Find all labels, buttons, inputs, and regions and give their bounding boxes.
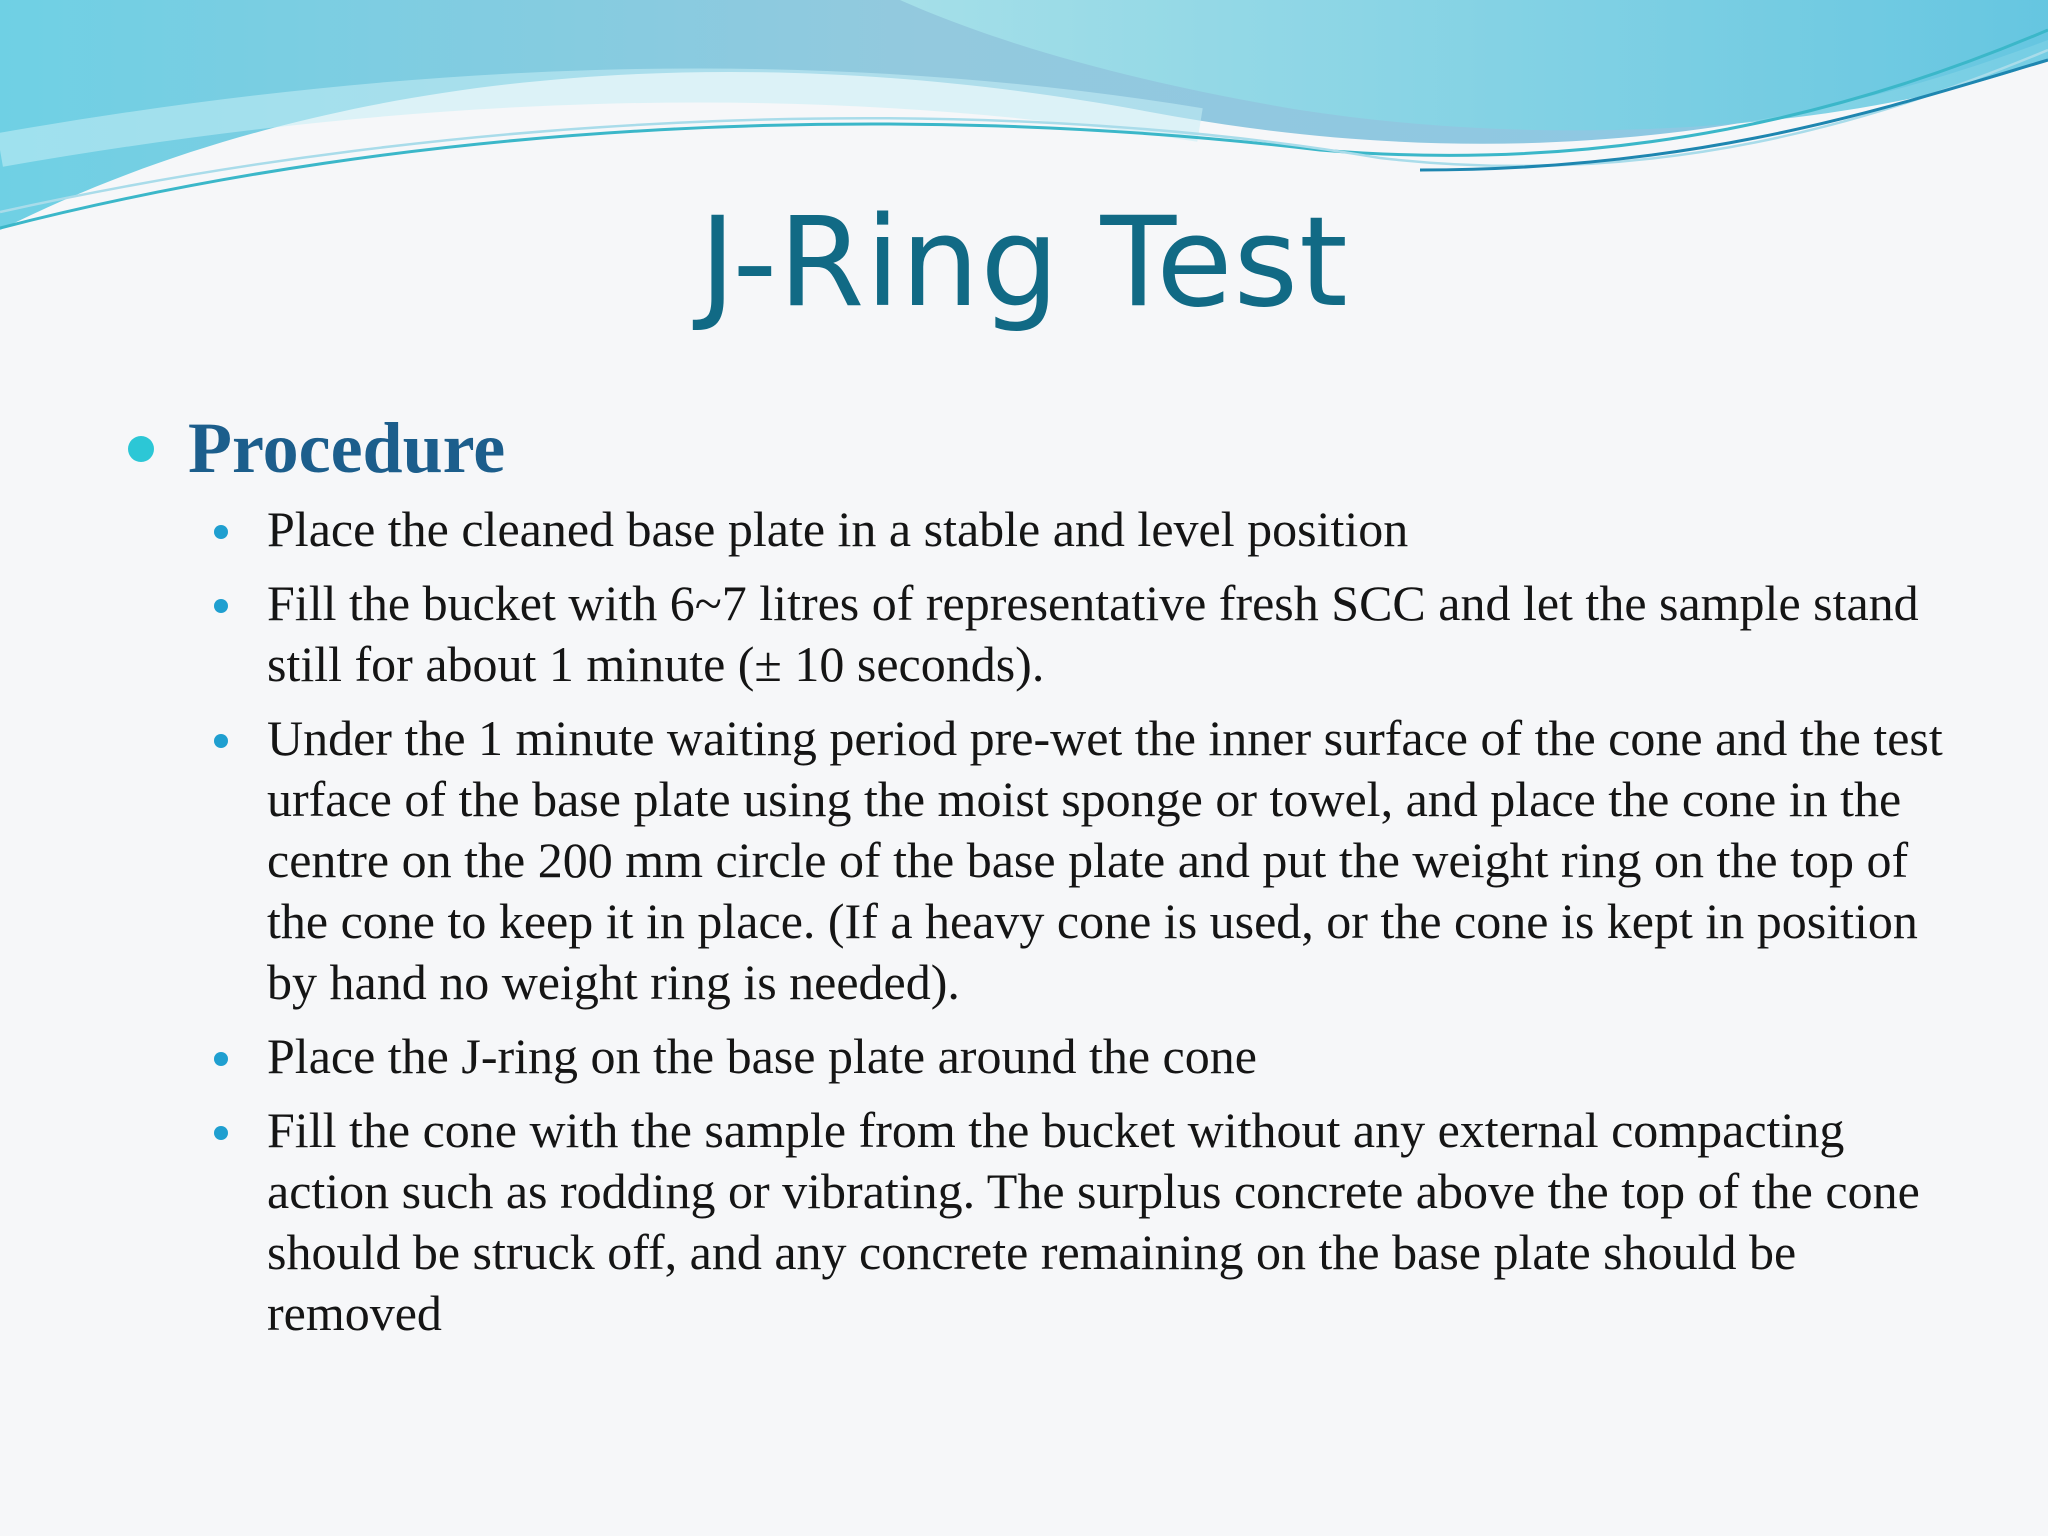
list-item (267, 1026, 1968, 1087)
list-item (267, 1100, 1968, 1344)
bullet-icon (214, 1052, 228, 1066)
slide-content (128, 405, 1968, 1357)
procedure-heading-text: Procedure (188, 408, 506, 488)
list-item (267, 499, 1968, 560)
bullet-icon (214, 599, 228, 613)
list-item (267, 708, 1968, 1013)
bullet-icon (214, 734, 228, 748)
heading-bullet-icon (128, 436, 154, 462)
list-item-text: Place the cleaned base plate in a stable and level position (267, 501, 1409, 557)
procedure-list (128, 499, 1968, 1344)
bullet-icon (214, 525, 228, 539)
list-item-text: Fill the cone with the sample from the bucket without any external compacting action such as rodding or vibrating. The surplus concrete above the top of the cone should be struck off, and any concrete remaining on the base plate should be removed (267, 1102, 1920, 1341)
list-item-text: Place the J-ring on the base plate around the cone (267, 1028, 1257, 1084)
list-item (267, 573, 1968, 695)
bullet-icon (214, 1126, 228, 1140)
list-item-text: Fill the bucket with 6~7 litres of representative fresh SCC and let the sample stand still for about 1 minute (± 10 seconds). (267, 575, 1919, 692)
procedure-heading (128, 405, 1968, 491)
list-item-text: Under the 1 minute waiting period pre-wet the inner surface of the cone and the test urface of the base plate using the moist sponge or towel, and place the cone in the centre on the 200 mm circle of the base plate and put the weight ring on the top of the cone to keep it in place. (If a heavy cone is used, or the cone is kept in position by hand no weight ring is needed). (267, 710, 1943, 1010)
slide-title: J-Ring Test (699, 191, 1349, 335)
